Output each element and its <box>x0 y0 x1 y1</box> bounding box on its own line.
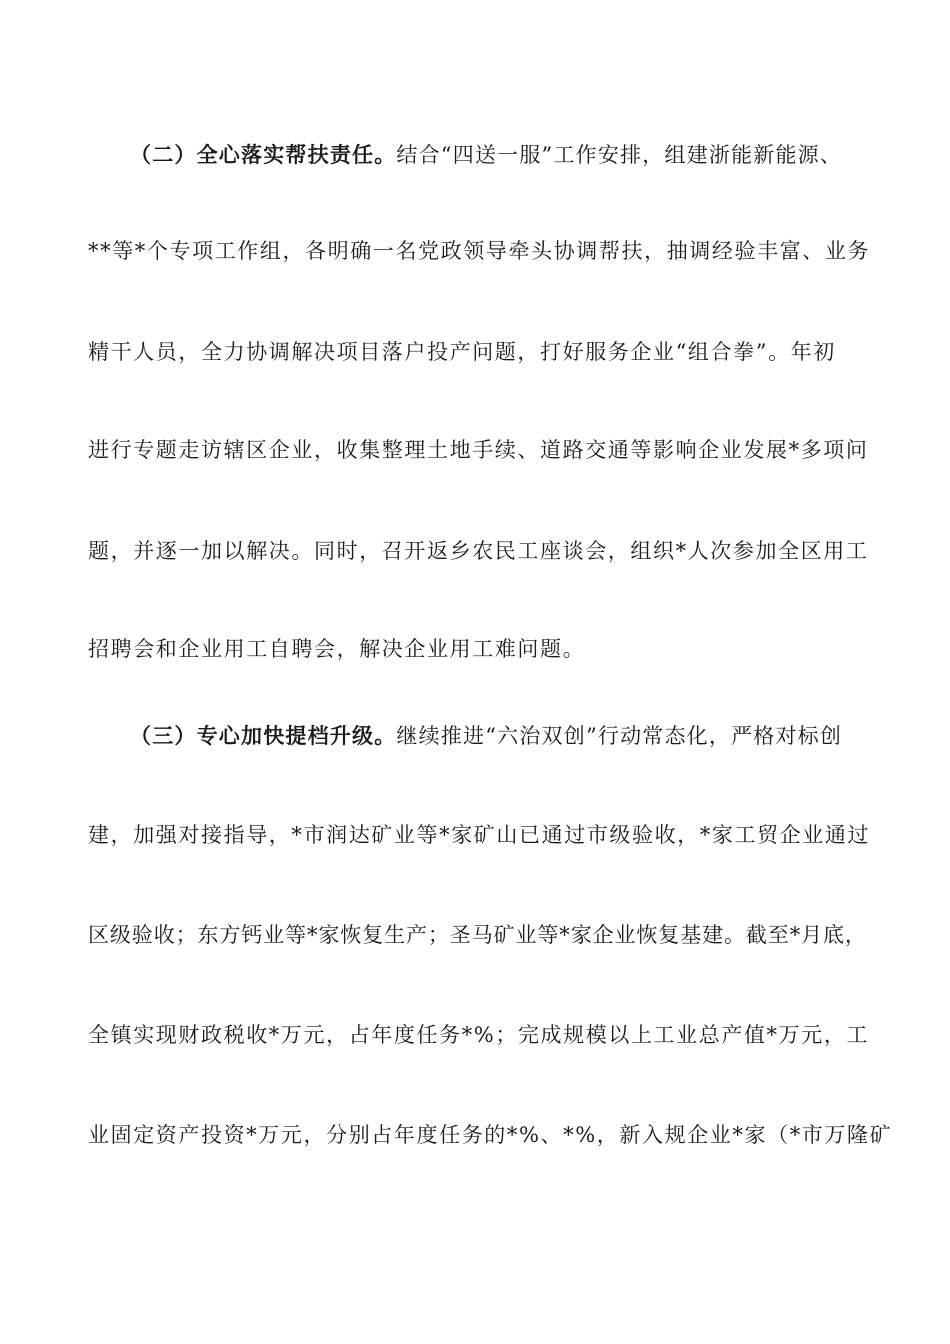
paragraph-line: **等*个专项工作组，各明确一名党政领导牵头协调帮扶，抽调经验丰富、业务 <box>88 239 871 263</box>
paragraph-line: 进行专题走访辖区企业，收集整理土地手续、道路交通等影响企业发展*多项问 <box>88 438 869 462</box>
section2-heading: （二）全心落实帮扶责任。 <box>130 142 397 167</box>
paragraph-line: 题，并逐一加以解决。同时，召开返乡农民工座谈会，组织*人次参加全区用工 <box>88 539 869 563</box>
paragraph-line: 全镇实现财政税收*万元，占年度任务*%；完成规模以上工业总产值*万元，工 <box>88 1023 870 1047</box>
paragraph-line: 业固定资产投资*万元，分别占年度任务的*%、*%，新入规企业*家（*市万隆矿 <box>88 1123 893 1147</box>
paragraph-line: 招聘会和企业用工自聘会，解决企业用工难问题。 <box>88 637 586 661</box>
section3-heading: （三）专心加快提档升级。 <box>130 723 397 748</box>
paragraph-line: 精干人员，全力协调解决项目落户投产问题，打好服务企业“组合拳”。年初 <box>88 340 836 364</box>
paragraph-line: 建，加强对接指导，*市润达矿业等*家矿山已通过市级验收，*家工贸企业通过 <box>88 823 871 847</box>
section2-text: 结合“四送一服”工作安排，组建浙能新能源、 <box>396 143 843 167</box>
section2-first-line <box>130 140 920 170</box>
section3-text: 继续推进“六治双创”行动常态化，严格对标创 <box>396 724 843 748</box>
section3-first-line <box>130 721 920 751</box>
paragraph-line: 区级验收；东方钙业等*家恢复生产；圣马矿业等*家企业恢复基建。截至*月底， <box>88 923 867 947</box>
